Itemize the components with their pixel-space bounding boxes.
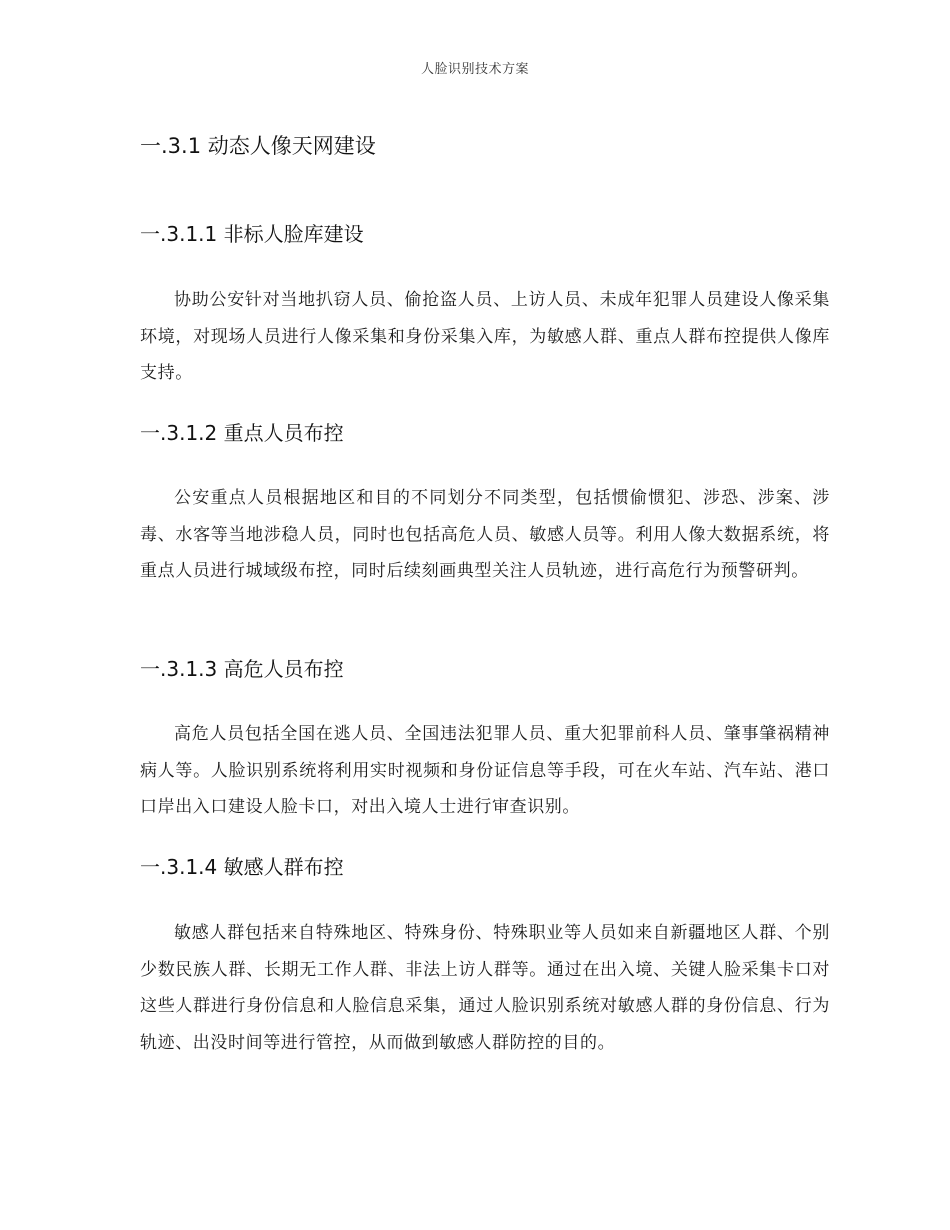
paragraph-3-1-4: 敏感人群包括来自特殊地区、特殊身份、特殊职业等人员如来自新疆地区人群、个别少数民族人群、长期无工作人群、非法上访人群等。通过在出入境、关键人脸采集卡口对这些人群进行身份信息和人脸信息采集，通过人脸识别系统对敏感人群的身份信息、行为轨迹、出没时间等进行管控，从而做到敏感人群防控的目的。 [140, 923, 830, 1053]
section-heading-3-1-2: 一.3.1.2 重点人员布控 [140, 421, 344, 445]
section-heading-3-1-4: 一.3.1.4 敏感人群布控 [140, 855, 344, 879]
section-heading-3-1-1: 一.3.1.1 非标人脸库建设 [140, 222, 364, 246]
running-header: 人脸识别技术方案 [420, 62, 529, 77]
paragraph-3-1-1: 协助公安针对当地扒窃人员、偷抢盗人员、上访人员、未成年犯罪人员建设人像采集环境，对现场人员进行人像采集和身份采集入库，为敏感人群、重点人群布控提供人像库支持。 [140, 290, 830, 383]
paragraph-3-1-3: 高危人员包括全国在逃人员、全国违法犯罪人员、重大犯罪前科人员、肇事肇祸精神病人等。人脸识别系统将利用实时视频和身份证信息等手段，可在火车站、汽车站、港口口岸出入口建设人脸卡口，对出入境人士进行审查识别。 [140, 724, 830, 817]
paragraph-3-1-2: 公安重点人员根据地区和目的不同划分不同类型，包括惯偷惯犯、涉恐、涉案、涉毒、水客等当地涉稳人员，同时也包括高危人员、敏感人员等。利用人像大数据系统，将重点人员进行城域级布控，同时后续刻画典型关注人员轨迹，进行高危行为预警研判。 [140, 488, 830, 581]
section-heading-3-1-3: 一.3.1.3 高危人员布控 [140, 657, 344, 681]
section-heading-3-1: 一.3.1 动态人像天网建设 [140, 134, 376, 158]
